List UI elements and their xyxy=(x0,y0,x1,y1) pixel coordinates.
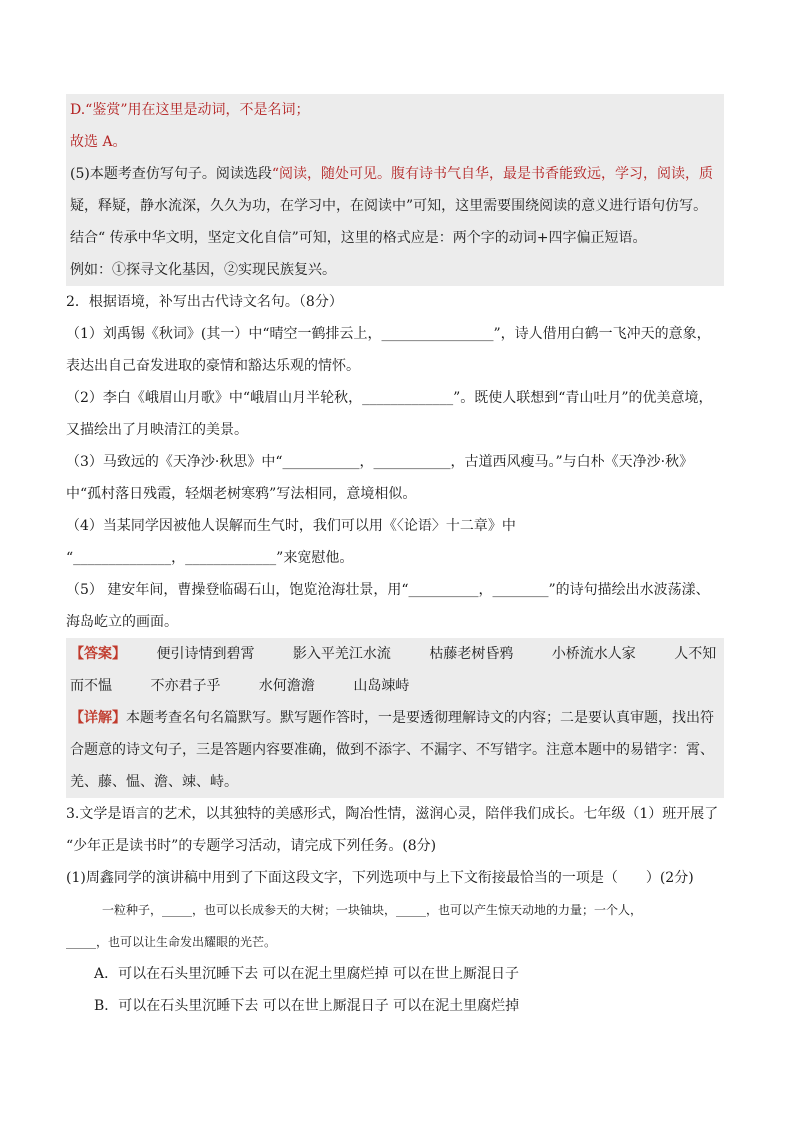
analysis-quote: “阅读，随处可见。腹有诗书气自华，最是书香能致远，学习，阅读，质 xyxy=(271,166,713,182)
detail-text: 本题考查名句名篇默写。默写题作答时，一是要透彻理解诗文的内容；二是要认真审题，找出符 xyxy=(126,710,714,726)
answer-box xyxy=(66,638,724,798)
question-item: （4）当某同学因被他人误解而生气时，我们可以用《〈论语〉十二章》中 xyxy=(66,518,516,534)
question-item: （1）刘禹锡《秋词》(其一）中“晴空一鹤排云上，________________”，诗人借用白鹤一飞冲天的意象， xyxy=(66,326,711,342)
answer-row xyxy=(70,670,720,702)
analysis-line: 结合“ 传承中华文明，坚定文化自信”可知，这里的格式应是：两个字的动词+四字偏正短语。 xyxy=(70,230,647,246)
question-item: 表达出自己奋发进取的豪情和豁达乐观的情怀。 xyxy=(66,358,360,374)
question-item: （3）马致远的《天净沙·秋思》中“___________，___________，古道西风瘦马。”与白朴《天净沙·秋》 xyxy=(66,454,694,470)
answer-item: 山岛竦峙 xyxy=(353,678,410,694)
answer-item: 小桥流水人家 xyxy=(551,646,636,662)
detail-tag: 【详解】 xyxy=(70,710,126,726)
option-a: A．可以在石头里沉睡下去 可以在泥土里腐烂掉 可以在世上厮混日子 xyxy=(94,966,520,982)
answer-tag: 【答案】 xyxy=(70,646,126,662)
quoted-passage: _____，也可以让生命发出耀眼的光芒。 xyxy=(66,935,277,949)
option-b: B．可以在石头里沉睡下去 可以在世上厮混日子 可以在泥土里腐烂掉 xyxy=(94,998,520,1014)
quoted-passage: 一粒种子，_____，也可以长成参天的大树；一块铀块，_____，也可以产生惊天动地的力量；一个人， xyxy=(102,903,643,917)
answer-item: 便引诗情到碧霄 xyxy=(156,646,255,662)
detail-row xyxy=(70,702,720,734)
analysis-line: 疑，释疑，静水流深，久久为功，在学习中，在阅读中”可知，这里需要围绕阅读的意义进行语句仿写。 xyxy=(70,198,708,214)
answer-row xyxy=(70,638,720,670)
question-item: 中“孤村落日残霞，轻烟老树寒鸦”写法相同，意境相似。 xyxy=(66,486,417,502)
question-item: （2）李白《峨眉山月歌》中“峨眉山月半轮秋，_____________”。既使人联想到“青山吐月”的优美意境， xyxy=(66,390,713,406)
analysis-line: 故选 A。 xyxy=(70,134,127,150)
question-item: 又描绘出了月映清江的美景。 xyxy=(66,422,248,438)
answer-item: 而不愠 xyxy=(70,678,112,694)
question-3-sub1: (1)周鑫同学的演讲稿中用到了下面这段文字，下列选项中与上下文衔接最恰当的一项是（ ）(2分) xyxy=(66,870,694,886)
question-item: “______________，_____________”来宽慰他。 xyxy=(66,550,354,566)
answer-item: 人不知 xyxy=(674,646,717,662)
question-2-heading: 2．根据语境，补写出古代诗文名句。（8分） xyxy=(66,294,343,310)
detail-row: 羌、藤、愠、澹、竦、峙。 xyxy=(70,774,238,790)
answer-item: 影入平羌江水流 xyxy=(292,646,391,662)
analysis-box xyxy=(66,94,724,286)
analysis-line xyxy=(70,158,720,190)
question-3-heading-cont: “少年正是读书时”的专题学习活动，请完成下列任务。(8分) xyxy=(66,838,437,854)
question-item: （5） 建安年间，曹操登临碣石山，饱览沧海壮景，用“__________，________”的诗句描绘出水波荡漾、 xyxy=(66,582,710,598)
document-page xyxy=(66,94,724,1022)
answer-item: 枯藤老树昏鸦 xyxy=(429,646,514,662)
detail-row: 合题意的诗文句子，三是答题内容要准确，做到不添字、不漏字、不写错字。注意本题中的易错字：霄、 xyxy=(70,742,714,758)
analysis-line: D.“鉴赏”用在这里是动词，不是名词； xyxy=(70,102,310,118)
answer-item: 水何澹澹 xyxy=(258,678,315,694)
analysis-prefix: (5)本题考查仿写句子。阅读选段 xyxy=(70,166,272,182)
answer-item: 不亦君子乎 xyxy=(150,678,221,694)
analysis-line: 例如：①探寻文化基因，②实现民族复兴。 xyxy=(70,262,336,278)
question-item: 海岛屹立的画面。 xyxy=(66,614,178,630)
question-3-heading: 3.文学是语言的艺术，以其独特的美感形式，陶冶性情，滋润心灵，陪伴我们成长。七年级（1）班开展了 xyxy=(66,806,719,822)
